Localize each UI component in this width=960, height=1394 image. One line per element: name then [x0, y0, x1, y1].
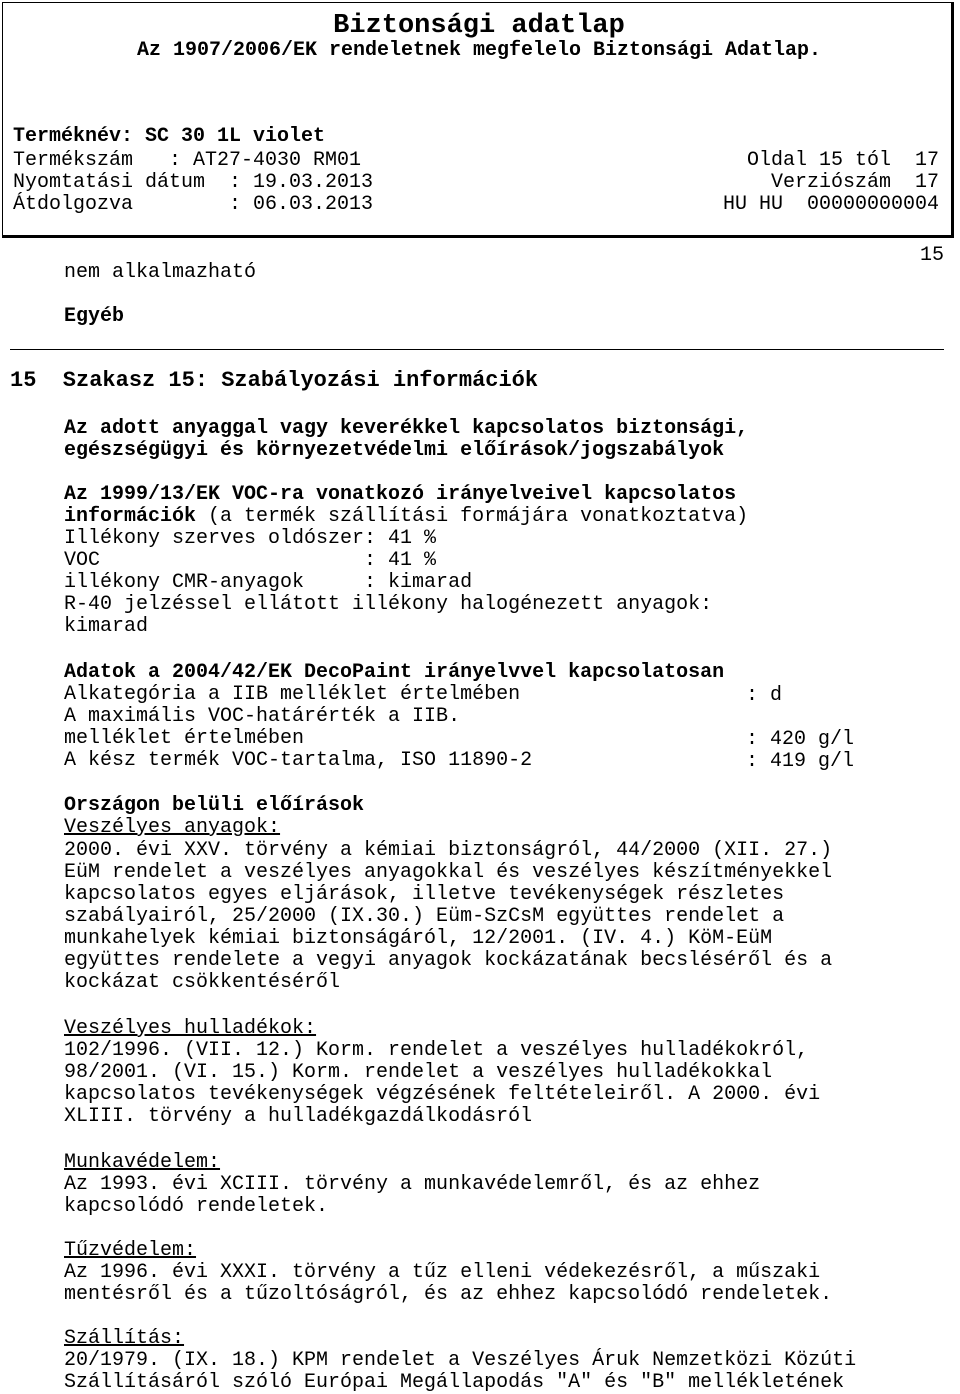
print-date: Nyomtatási dátum : 19.03.2013: [13, 171, 374, 194]
hazardous-line-5: munkahelyek kémiai biztonságáról, 12/2001. (IV. 4.) KöM-EüM: [64, 927, 773, 950]
decopaint-line-1: Alkategória a IIB melléklet értelmében: [64, 683, 521, 706]
decopaint-line-3: melléklet értelmében: [64, 727, 305, 750]
document-title: Biztonsági adatlap: [333, 11, 625, 41]
version-number: Verziószám 17: [770, 171, 939, 194]
hazardous-line-6: együttes rendelete a vegyi anyagok kockázatának becsléséről és a: [64, 949, 833, 972]
waste-line-4: XLIII. törvény a hulladékgazdálkodásról: [64, 1105, 533, 1128]
page-indicator: Oldal 15 tól 17: [746, 149, 939, 172]
hazardous-line-3: kapcsolatos egyes eljárások, illetve tevékenységek részletes: [64, 883, 785, 906]
product-name: Terméknév: SC 30 1L violet: [13, 125, 326, 148]
decopaint-value-3: : 420 g/l: [746, 728, 855, 751]
work-line-2: kapcsolódó rendeletek.: [64, 1195, 329, 1218]
waste-line-2: 98/2001. (VI. 15.) Korm. rendelet a veszélyes hulladékokkal: [64, 1061, 773, 1084]
waste-line-1: 102/1996. (VII. 12.) Korm. rendelet a veszélyes hulladékokról,: [64, 1039, 809, 1062]
page-number: 15: [919, 244, 944, 267]
voc-line-2-bold: információk: [64, 505, 197, 528]
decopaint-title: Adatok a 2004/42/EK DecoPaint irányelvvel kapcsolatosan: [64, 661, 725, 684]
hazardous-waste-subtitle: Veszélyes hulladékok:: [64, 1017, 317, 1040]
hazardous-line-7: kockázat csökkentéséről: [64, 971, 341, 994]
voc-line-6: R-40 jelzéssel ellátott illékony halogénezett anyagok:: [64, 593, 713, 616]
section-divider: [10, 349, 944, 350]
hazardous-line-2: EüM rendelet a veszélyes anyagokkal és veszélyes készítményekkel: [64, 861, 833, 884]
document-header: [2, 2, 954, 238]
intro-line-2: egészségügyi és környezetvédelmi előírások/jogszabályok: [64, 439, 725, 462]
intro-line-1: Az adott anyaggal vagy keverékkel kapcsolatos biztonsági,: [64, 417, 749, 440]
fire-line-1: Az 1996. évi XXXI. törvény a tűz elleni védekezésről, a műszaki: [64, 1261, 821, 1284]
decopaint-line-4: A kész termék VOC-tartalma, ISO 11890-2: [64, 749, 533, 772]
revision-date: Átdolgozva : 06.03.2013: [13, 193, 374, 216]
voc-line-1: Az 1999/13/EK VOC-ra vonatkozó irányelveivel kapcsolatos: [64, 483, 737, 506]
hazardous-substances-subtitle: Veszélyes anyagok:: [64, 816, 281, 839]
voc-line-3: Illékony szerves oldószer: 41 %: [64, 527, 437, 550]
fire-line-2: mentésről és a tűzoltóságról, és az ehhez kapcsolódó rendeletek.: [64, 1283, 833, 1306]
occupational-safety-subtitle: Munkavédelem:: [64, 1151, 221, 1174]
not-applicable-text: nem alkalmazható: [64, 261, 257, 284]
voc-line-7: kimarad: [64, 615, 149, 638]
decopaint-value-1: : d: [746, 684, 783, 707]
voc-line-2: [64, 506, 748, 528]
decopaint-line-2: A maximális VOC-határérték a IIB.: [64, 705, 461, 728]
fire-protection-subtitle: Tűzvédelem:: [64, 1239, 197, 1262]
section-heading: 15 Szakasz 15: Szabályozási információk: [10, 368, 539, 393]
voc-line-4: VOC : 41 %: [64, 549, 437, 572]
other-label: Egyéb: [64, 305, 125, 328]
hazardous-line-1: 2000. évi XXV. törvény a kémiai biztonságról, 44/2000 (XII. 27.): [64, 839, 833, 862]
transport-line-1: 20/1979. (IX. 18.) KPM rendelet a Veszélyes Áruk Nemzetközi Közúti: [64, 1349, 857, 1372]
voc-line-5: illékony CMR-anyagok : kimarad: [64, 571, 473, 594]
document-code: HU HU 00000000004: [722, 193, 939, 216]
voc-line-2-rest: (a termék szállítási formájára vonatkoztatva): [196, 505, 749, 528]
work-line-1: Az 1993. évi XCIII. törvény a munkavédelemről, és az ehhez: [64, 1173, 761, 1196]
transport-line-2: Szállításáról szóló Európai Megállapodás "A" és "B" mellékletének: [64, 1371, 845, 1394]
decopaint-value-4: : 419 g/l: [746, 750, 855, 773]
document-subtitle: Az 1907/2006/EK rendeletnek megfelelo Biztonsági Adatlap.: [136, 39, 822, 62]
waste-line-3: kapcsolatos tevékenységek végzésének feltételeiről. A 2000. évi: [64, 1083, 821, 1106]
national-regulations-title: Országon belüli előírások: [64, 794, 365, 817]
hazardous-line-4: szabályairól, 25/2000 (IX.30.) Eüm-SzCsM együttes rendelet a: [64, 905, 785, 928]
product-number: Termékszám : AT27-4030 RM01: [13, 149, 362, 172]
transport-subtitle: Szállítás:: [64, 1327, 185, 1350]
